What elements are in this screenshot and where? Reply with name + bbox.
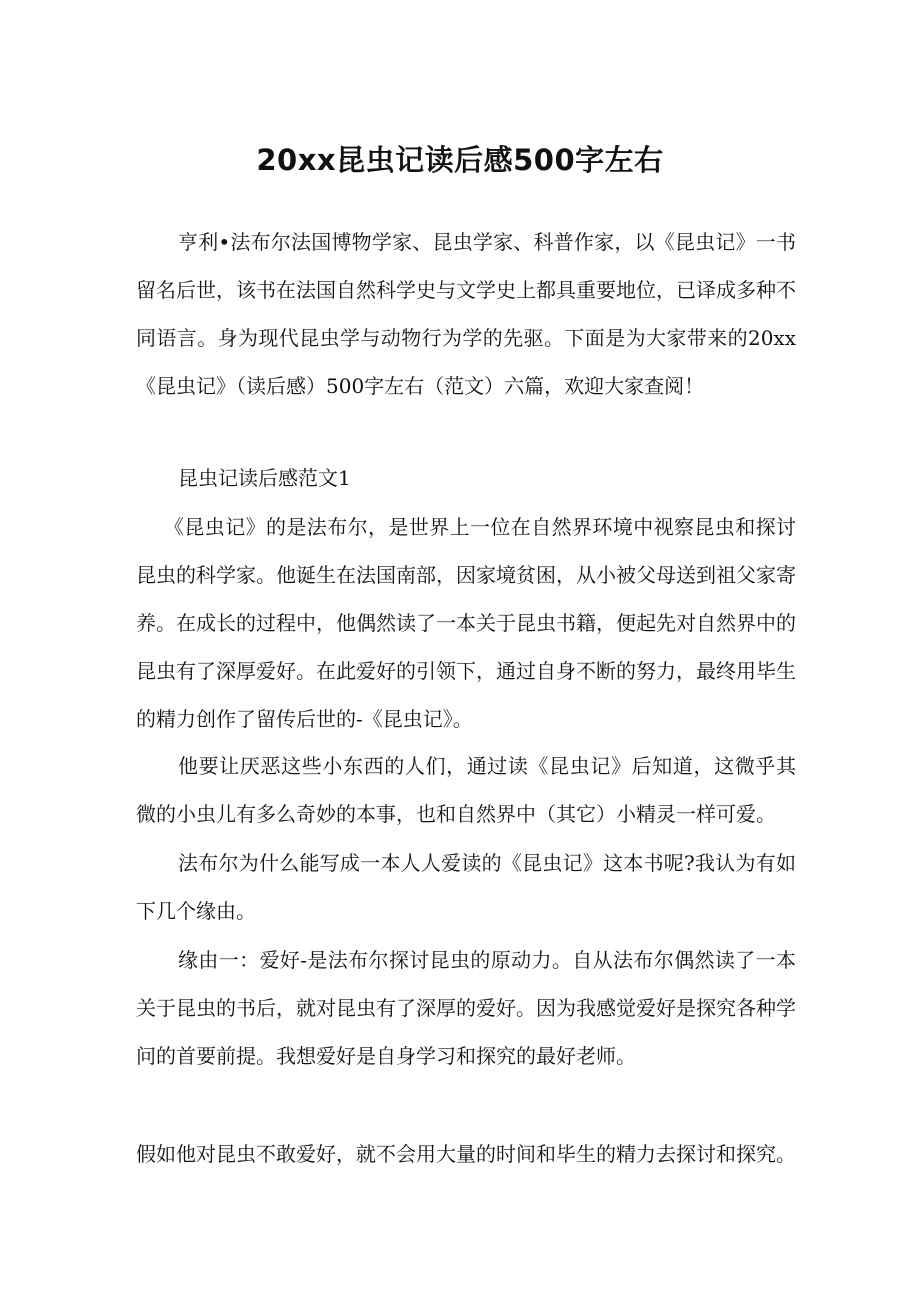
body-paragraph-5: 假如他对昆虫不敢爱好，就不会用大量的时间和毕生的精力去探讨和探究。 [136, 1142, 796, 1166]
body-paragraph-2: 他要让厌恶这些小东西的人们，通过读《昆虫记》后知道，这微乎其微的小虫儿有多么奇妙的本事，也和自然界中（其它）小精灵一样可爱。 [136, 754, 796, 826]
body-paragraph-3: 法布尔为什么能写成一本人人爱读的《昆虫记》这本书呢?我认为有如下几个缘由。 [136, 851, 796, 923]
section-subheading: 昆虫记读后感范文1 [178, 466, 351, 490]
body-paragraph-1: 《昆虫记》的是法布尔，是世界上一位在自然界环境中视察昆虫和探讨昆虫的科学家。他诞生在法国南部，因家境贫困，从小被父母送到祖父家寄养。在成长的过程中，他偶然读了一本关于昆虫书籍，便起先对自然界中的昆虫有了深厚爱好。在此爱好的引领下，通过自身不断的努力，最终用毕生的精力创作了留传后世的-《昆虫记》。 [136, 515, 796, 731]
document-title: 20xx昆虫记读后感500字左右 [256, 143, 664, 177]
body-paragraph-4: 缘由一：爱好-是法布尔探讨昆虫的原动力。自从法布尔偶然读了一本关于昆虫的书后，就对昆虫有了深厚的爱好。因为我感觉爱好是探究各种学问的首要前提。我想爱好是自身学习和探究的最好老师。 [136, 948, 796, 1068]
intro-paragraph: 亨利•法布尔法国博物学家、昆虫学家、科普作家，以《昆虫记》一书留名后世，该书在法国自然科学史与文学史上都具重要地位，已译成多种不同语言。身为现代昆虫学与动物行为学的先驱。下面是为大家带来的20xx《昆虫记》（读后感）500字左右（范文）六篇，欢迎大家查阅！ [136, 230, 796, 398]
